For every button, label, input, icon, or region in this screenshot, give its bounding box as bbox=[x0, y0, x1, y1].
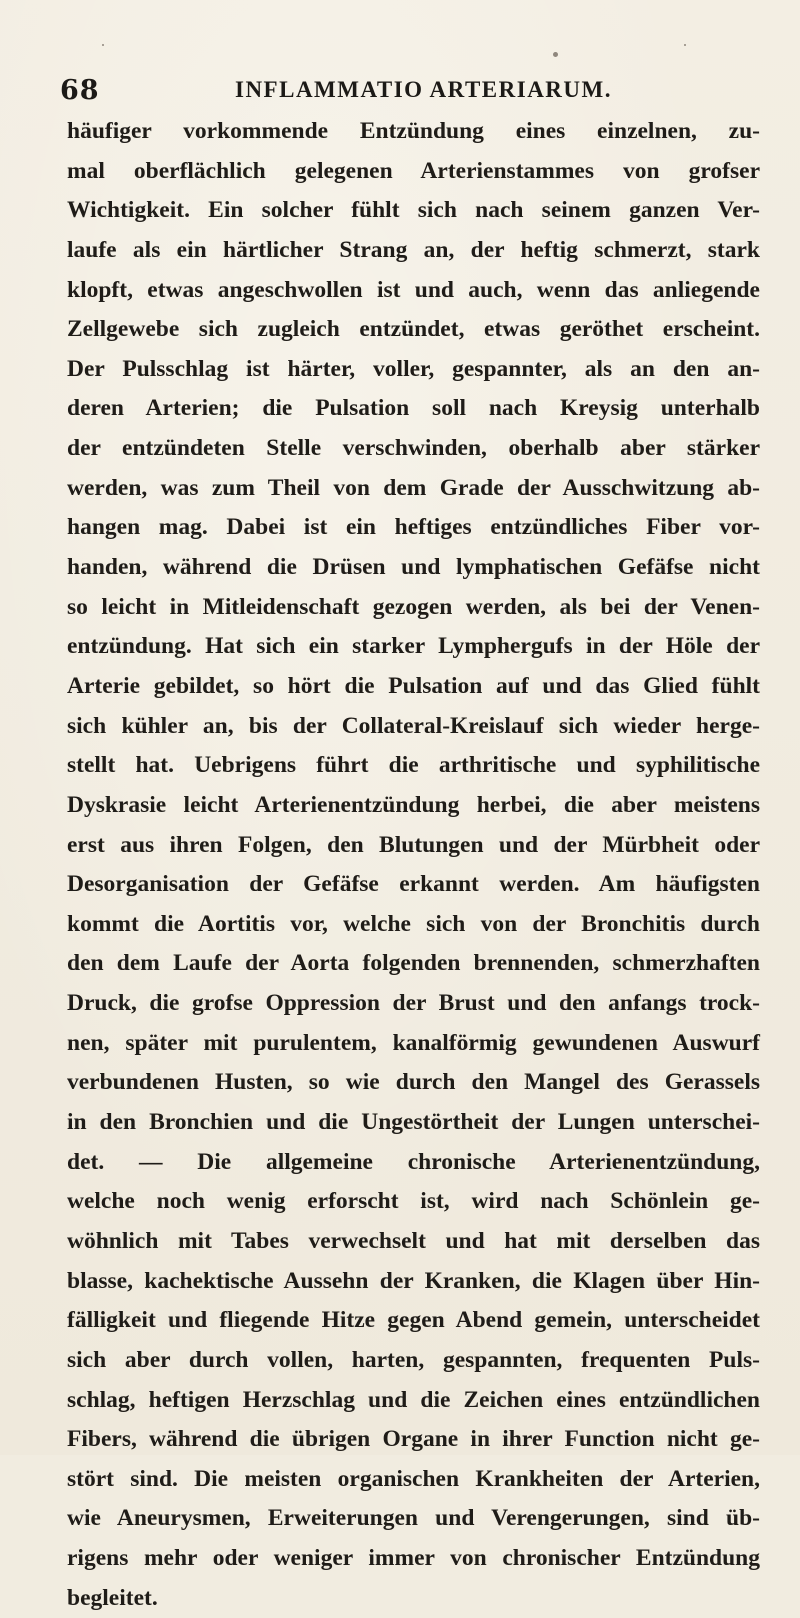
page-header bbox=[60, 75, 760, 115]
running-title: INFLAMMATIO ARTERIARUM. bbox=[235, 77, 612, 102]
text-line: stört sind. Die meisten organischen Krankheiten der Arterien, bbox=[67, 1465, 760, 1492]
text-line: entzündung. Hat sich ein starker Lymphergufs in der Höle der bbox=[67, 633, 760, 660]
text-line: rigens mehr oder weniger immer von chronischer Entzündung bbox=[67, 1545, 760, 1572]
text-line: begleitet. bbox=[67, 1584, 158, 1611]
ink-speck bbox=[102, 44, 104, 46]
text-line: Druck, die grofse Oppression der Brust und den anfangs trock- bbox=[67, 990, 760, 1017]
text-line: blasse, kachektische Aussehn der Kranken, die Klagen über Hin- bbox=[67, 1267, 760, 1294]
text-line: Desorganisation der Gefäfse erkannt werden. Am häufigsten bbox=[67, 871, 760, 898]
text-line: verbundenen Husten, so wie durch den Mangel des Gerassels bbox=[67, 1069, 760, 1096]
text-line: det. — Die allgemeine chronische Arterienentzündung, bbox=[67, 1148, 760, 1175]
text-line: sich aber durch vollen, harten, gespannten, frequenten Puls- bbox=[67, 1346, 760, 1373]
text-line: Arterie gebildet, so hört die Pulsation auf und das Glied fühlt bbox=[67, 672, 760, 699]
text-line: Zellgewebe sich zugleich entzündet, etwas geröthet erscheint. bbox=[67, 316, 760, 343]
text-line: mal oberflächlich gelegenen Arterienstammes von grofser bbox=[67, 157, 760, 184]
text-line: laufe als ein härtlicher Strang an, der heftig schmerzt, stark bbox=[67, 236, 760, 263]
ink-speck bbox=[684, 44, 686, 46]
text-line: handen, während die Drüsen und lymphatischen Gefäfse nicht bbox=[67, 554, 760, 581]
text-line: den dem Laufe der Aorta folgenden brennenden, schmerzhaften bbox=[67, 950, 760, 977]
text-line: welche noch wenig erforscht ist, wird nach Schönlein ge- bbox=[67, 1188, 760, 1215]
text-line: so leicht in Mitleidenschaft gezogen werden, als bei der Venen- bbox=[67, 593, 760, 620]
body-text bbox=[67, 112, 760, 1618]
text-line: wie Aneurysmen, Erweiterungen und Verengerungen, sind üb- bbox=[67, 1505, 760, 1532]
text-line: stellt hat. Uebrigens führt die arthritische und syphilitische bbox=[67, 752, 760, 779]
text-line: Dyskrasie leicht Arterienentzündung herbei, die aber meistens bbox=[67, 791, 760, 818]
text-line: hangen mag. Dabei ist ein heftiges entzündliches Fiber vor- bbox=[67, 514, 760, 541]
text-line: klopft, etwas angeschwollen ist und auch, wenn das anliegende bbox=[67, 276, 760, 303]
ink-speck bbox=[553, 52, 558, 57]
text-line: sich kühler an, bis der Collateral-Kreislauf sich wieder herge- bbox=[67, 712, 760, 739]
text-line: deren Arterien; die Pulsation soll nach Kreysig unterhalb bbox=[67, 395, 760, 422]
text-line: Fibers, während die übrigen Organe in ihrer Function nicht ge- bbox=[67, 1426, 760, 1453]
text-line: der entzündeten Stelle verschwinden, oberhalb aber stärker bbox=[67, 435, 760, 462]
text-line: in den Bronchien und die Ungestörtheit der Lungen unterschei- bbox=[67, 1109, 760, 1136]
text-line: häufiger vorkommende Entzündung eines einzelnen, zu- bbox=[67, 118, 760, 144]
text-line: wöhnlich mit Tabes verwechselt und hat mit derselben das bbox=[67, 1227, 760, 1254]
text-line: Der Pulsschlag ist härter, voller, gespannter, als an den an- bbox=[67, 355, 760, 382]
text-line: erst aus ihren Folgen, den Blutungen und der Mürbheit oder bbox=[67, 831, 760, 858]
text-line: schlag, heftigen Herzschlag und die Zeichen eines entzündlichen bbox=[67, 1386, 760, 1413]
text-line: kommt die Aortitis vor, welche sich von der Bronchitis durch bbox=[67, 910, 760, 937]
text-line: werden, was zum Theil von dem Grade der Ausschwitzung ab- bbox=[67, 474, 760, 501]
page-number: 68 bbox=[60, 75, 100, 106]
text-line: fälligkeit und fliegende Hitze gegen Abend gemein, unterscheidet bbox=[67, 1307, 760, 1334]
text-line: nen, später mit purulentem, kanalförmig gewundenen Auswurf bbox=[67, 1029, 760, 1056]
text-line: Wichtigkeit. Ein solcher fühlt sich nach seinem ganzen Ver- bbox=[67, 197, 760, 224]
